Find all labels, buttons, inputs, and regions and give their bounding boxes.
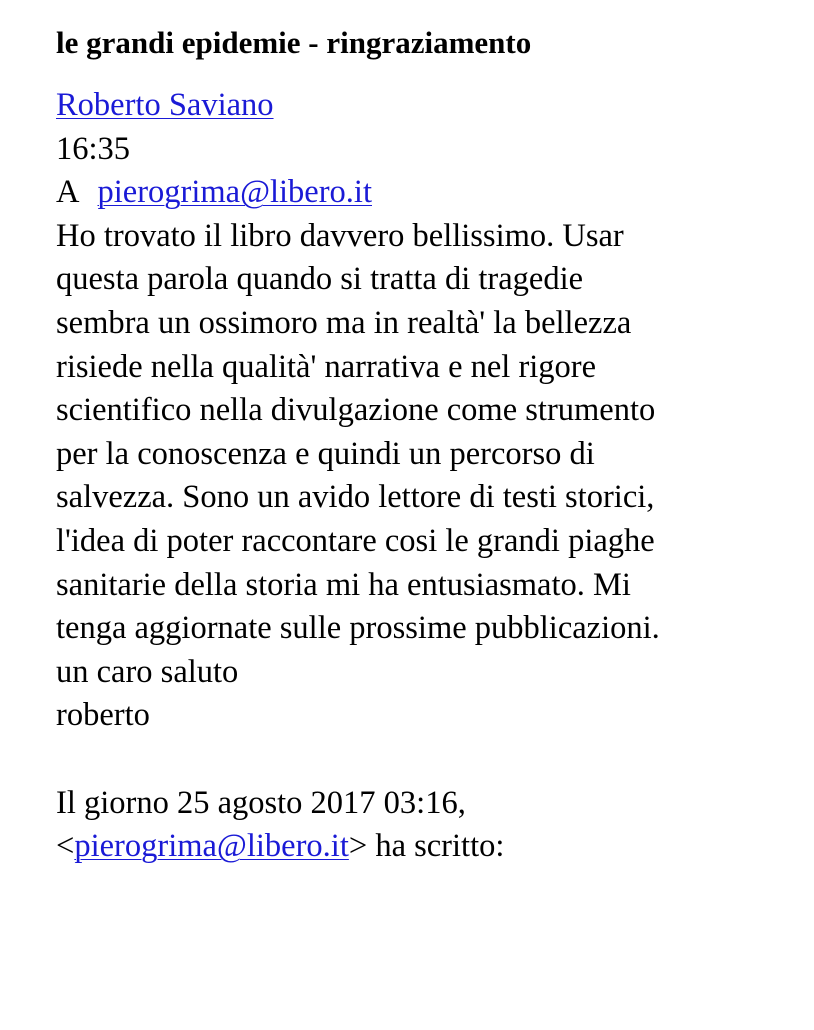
body-line: salvezza. Sono un avido lettore di testi storici, xyxy=(56,479,655,516)
body-line: scientifico nella divulgazione come strumento xyxy=(56,392,656,429)
body-line: sanitarie della storia mi ha entusiasmato. Mi xyxy=(56,566,631,603)
quote-address-link[interactable]: pierogrima@libero.it xyxy=(74,828,349,865)
email-content xyxy=(56,84,796,869)
body-line: Ho trovato il libro davvero bellissimo. Usar xyxy=(56,217,624,254)
quoted-header xyxy=(56,782,796,869)
spacer xyxy=(56,738,796,782)
body-line: l'idea di poter raccontare cosi le grandi piaghe xyxy=(56,522,655,559)
quote-author-line xyxy=(56,825,796,869)
body-line: risiede nella qualità' narrativa e nel rigore xyxy=(56,348,597,385)
quote-open-bracket: < xyxy=(56,828,75,865)
email-time: 16:35 xyxy=(56,130,131,167)
email-subject: le grandi epidemie - ringraziamento xyxy=(56,25,532,60)
recipient-label: A xyxy=(56,174,80,211)
body-line: questa parola quando si tratta di tragedie xyxy=(56,261,584,298)
email-body xyxy=(56,215,796,738)
body-line: per la conoscenza e quindi un percorso di xyxy=(56,435,595,472)
quote-date-line: Il giorno 25 agosto 2017 03:16, xyxy=(56,784,466,821)
sender-link[interactable]: Roberto Saviano xyxy=(56,87,274,123)
signature-line: roberto xyxy=(56,697,150,734)
quote-wrote-text: > ha scritto: xyxy=(348,828,505,865)
recipient-row xyxy=(56,171,796,215)
body-line: tenga aggiornate sulle prossime pubblicazioni. xyxy=(56,610,660,647)
recipient-link[interactable]: pierogrima@libero.it xyxy=(97,174,372,211)
body-line: sembra un ossimoro ma in realtà' la bellezza xyxy=(56,304,632,341)
closing-line: un caro saluto xyxy=(56,653,239,690)
sender-row xyxy=(56,84,796,128)
